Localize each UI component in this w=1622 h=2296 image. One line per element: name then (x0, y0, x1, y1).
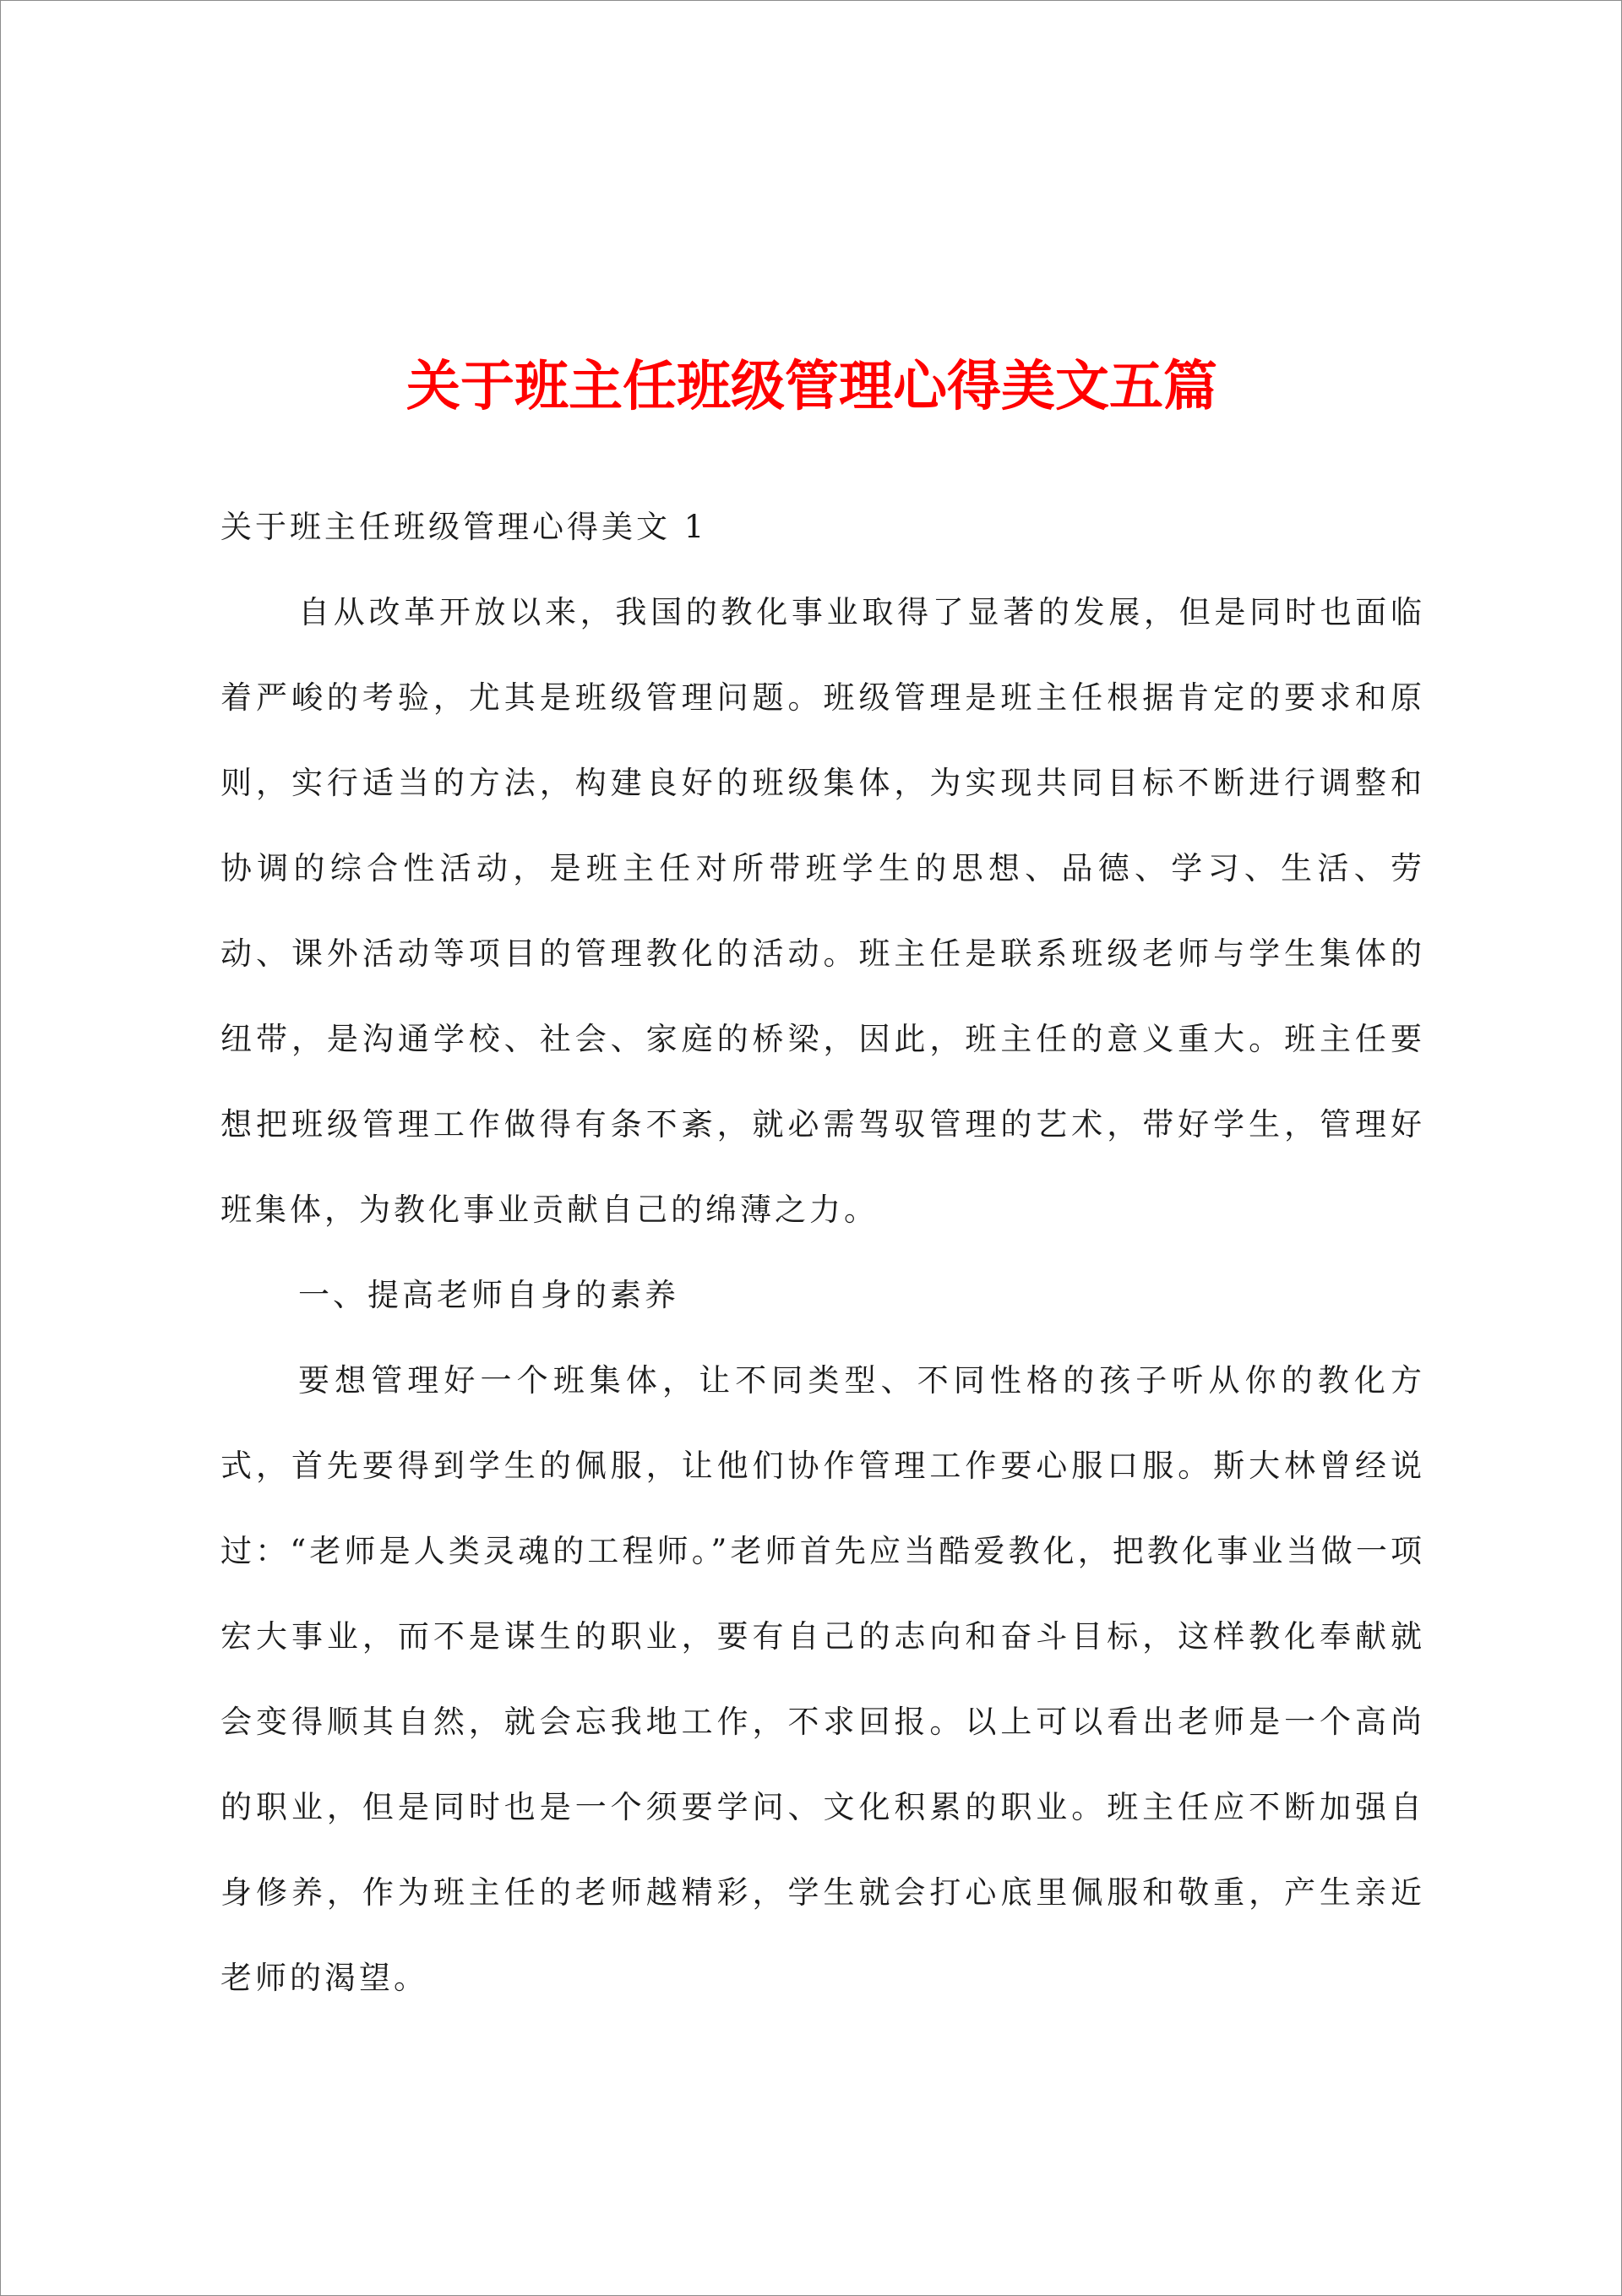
article-subtitle: 关于班主任班级管理心得美文 1 (220, 509, 708, 545)
document-title: 关于班主任班级管理心得美文五篇 (406, 355, 1217, 418)
paragraph: 要想管理好一个班集体，让不同类型、不同性格的孩子听从你的教化方式，首先要得到学生的佩服，让他们协作管理工作要心服口服。斯大林曾经说过：“老师是人类灵魂的工程师。”老师首先应当酷爱教化，把教化事业当做一项宏大事业，而不是谋生的职业，要有自己的志向和奋斗目标，这样教化奉献就会变得顺其自然，就会忘我地工作，不求回报。以上可以看出老师是一个高尚的职业，但是同时也是一个须要学问、文化积累的职业。班主任应不断加强自身修养，作为班主任的老师越精彩，学生就会打心底里佩服和敬重，产生亲近老师的渴望。 (220, 1362, 1425, 1996)
section-heading: 一、提高老师自身的素养 (298, 1277, 679, 1313)
document-body (220, 484, 1425, 2021)
paragraph: 自从改革开放以来，我国的教化事业取得了显著的发展，但是同时也面临着严峻的考验，尤其是班级管理问题。班级管理是班主任根据肯定的要求和原则，实行适当的方法，构建良好的班级集体，为实现共同目标不断进行调整和协调的综合性活动，是班主任对所带班学生的思想、品德、学习、生活、劳动、课外活动等项目的管理教化的活动。班主任是联系班级老师与学生集体的纽带，是沟通学校、社会、家庭的桥梁，因此，班主任的意义重大。班主任要想把班级管理工作做得有条不紊，就必需驾驭管理的艺术，带好学生，管理好班集体，为教化事业贡献自己的绵薄之力。 (220, 594, 1425, 1228)
